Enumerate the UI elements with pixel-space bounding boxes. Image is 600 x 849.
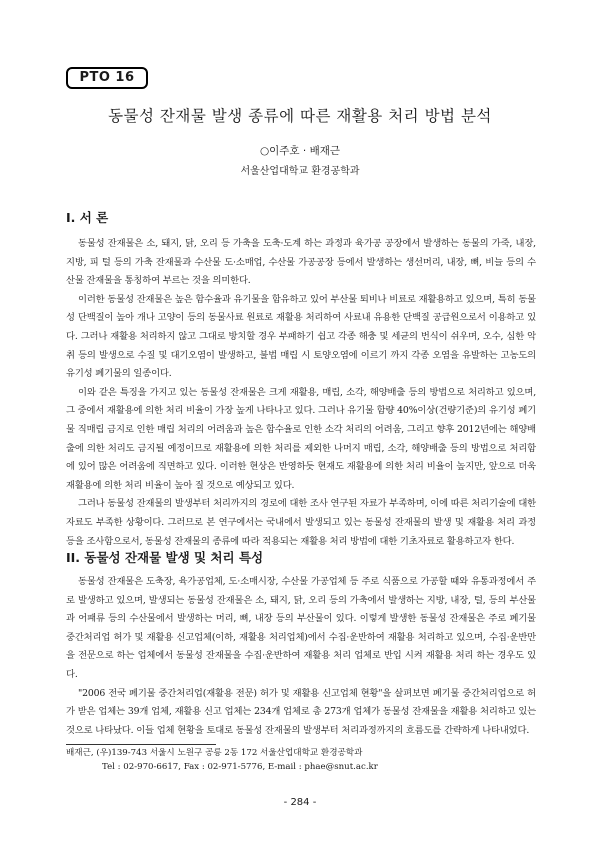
section-heading-introduction: I. 서 론	[66, 210, 109, 225]
paragraph: 동물성 잔재물은 도축장, 육가공업체, 도·소매시장, 수산물 가공업체 등 주로 식품으로 가공할 때와 유통과정에서 주로 발생하고 있으며, 발생되는 동물성 잔재물은 소, 돼지, 닭, 오리 등의 가축에서 발생하는 지방, 내장, 털, 등의 부산물과 어패류 등의 수산물에서 발생하는 머리, 뼈, 내장 등의 부산물이 있다. 이렇게 발생한 동물성 잔재물은 주로 폐기물 중간처리업 허가 및 재활용 신고업체(이하, 재활용 처리업체)에서 수집·운반하여 재활용 처리하고 있으며, 수집·운반만을 전문으로 하는 업체에서 동물성 잔재물을 수집·운반하여 재활용 처리 업체로 반입 시켜 재활용 처리 하는 경우도 있다.	[66, 576, 536, 680]
paper-affiliation: 서울산업대학교 환경공학과	[240, 166, 360, 177]
paragraph: "2006 전국 폐기물 중간처리업(재활용 전문) 허가 및 재활용 신고업체 현황"을 살펴보면 폐기물 중간처리업으로 허가 받은 업체는 39개 업체, 재활용 신고 업체는 234개 업체로 총 273개 업체가 동물성 잔재물을 재활용 처리하고 있는 것으로 나타났다. 이들 업체 현황을 토대로 동물성 잔재물의 발생부터 처리과정까지의 흐름도를 간략하게 나타내었다.	[66, 687, 536, 736]
paragraph: 동물성 잔재물은 소, 돼지, 닭, 오리 등 가축을 도축·도계 하는 과정과 육가공 공장에서 발생하는 동물의 가죽, 내장, 지방, 피 털 등의 가축 잔재물과 수산물 도·소매업, 수산물 가공공장 등에서 발생하는 생선머리, 내장, 뼈, 비늘 등의 수산물 잔재물을 통칭하여 부르는 것을 의미한다.	[66, 238, 536, 287]
footnote-contact: Tel : 02-970-6617, Fax : 02-971-5776, E-mail : phae@snut.ac.kr	[102, 761, 378, 772]
paragraph: 이와 같은 특징을 가지고 있는 동물성 잔재물은 크게 재활용, 매립, 소각, 해양배출 등의 방법으로 처리하고 있으며, 그 중에서 재활용에 의한 처리 비율이 가장 높게 나타나고 있다. 그러나 유기물 함량 40%이상(건량기준)의 유기성 폐기물 직매립 금지로 인한 매립 처리의 어려움과 높은 함수율로 인한 소각 처리의 어려움, 그리고 향후 2012년에는 해양배출에 의한 처리도 금지될 예정이므로 재활용에 의한 처리를 제외한 나머지 매립, 소각, 해양배출 등의 방법으로 처리함에 있어 많은 어려움에 직면하고 있다. 이러한 현상은 반영하듯 현재도 재활용에 의한 처리 비율이 높지만, 앞으로 더욱 재활용에 의한 처리 비율이 높아 질 것으로 예상되고 있다.	[66, 386, 536, 491]
page-number: - 284 -	[283, 797, 317, 808]
footnote-divider	[66, 744, 216, 745]
footnote-address: 배재근, (우)139-743 서울시 노원구 공릉 2동 172 서울산업대학교 환경공학과	[66, 748, 363, 758]
paragraph: 그러나 동물성 잔재물의 발생부터 처리까지의 경로에 대한 조사 연구된 자료가 부족하며, 이에 따른 처리기술에 대한 자료도 부족한 상황이다. 그러므로 본 연구에서는 국내에서 발생되고 있는 동물성 잔재물의 발생 및 재활용 처리 과정 등을 조사함으로서, 동물성 잔재물의 종류에 따라 적용되는 재활용 처리 방법에 대한 기초자료로 활용하고자 한다.	[66, 498, 536, 547]
paper-title: 동물성 잔재물 발생 종류에 따른 재활용 처리 방법 분석	[108, 107, 492, 125]
footnote	[66, 747, 536, 774]
section-body-characteristics	[66, 573, 536, 740]
section-heading-characteristics: II. 동물성 잔재물 발생 및 처리 특성	[66, 550, 264, 565]
section-body-introduction	[66, 235, 536, 551]
session-badge: PTO 16	[66, 67, 148, 89]
paper-authors: ○이주호 · 배재근	[259, 145, 341, 157]
paragraph: 이러한 동물성 잔재물은 높은 함수율과 유기물을 함유하고 있어 부산물 퇴비나 비료로 재활용하고 있으며, 특히 동물성 단백질이 높아 개나 고양이 등의 동물사료 원료로 재활용 처리하여 사료내 유용한 단백질 공급원으로서 이용하고 있다. 그러나 재활용 처리하지 않고 그대로 방치할 경우 부패하기 쉽고 각종 해충 및 세균의 번식이 쉬우며, 오수, 심한 악취 등의 발생으로 수질 및 대기오염이 발생하고, 불법 매립 시 토양오염에 이르기 까지 각종 오염을 유발하는 고농도의 유기성 폐기물의 일종이다.	[66, 293, 536, 380]
